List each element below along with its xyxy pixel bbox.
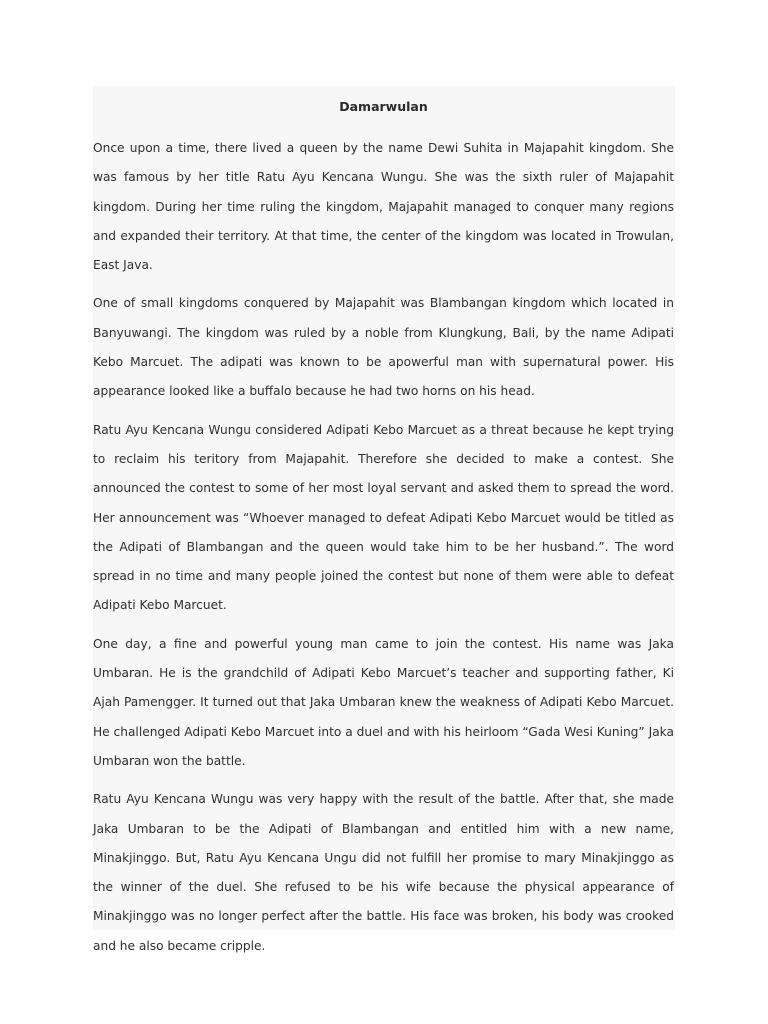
document-title: Damarwulan <box>339 99 428 114</box>
paragraph-4: One day, a fine and powerful young man came to join the contest. His name was Jaka Umbaran. He is the grandchild of Adipati Kebo Marcuet’s teacher and supporting father, Ki Ajah Pamengger. It turned out that Jaka Umbaran knew the weakness of Adipati Kebo Marcuet. He challenged Adipati Kebo Marcuet into a duel and with his heirloom “Gada Wesi Kuning” Jaka Umbaran won the battle. <box>93 636 674 768</box>
paragraph-5: Ratu Ayu Kencana Wungu was very happy with the result of the battle. After that, she made Jaka Umbaran to be the Adipati of Blambangan and entitled him with a new name, Minakjinggo. But, Ratu Ayu Kencana Ungu did not fulfill her promise to mary Minakjinggo as the winner of the duel. She refused to be his wife because the physical appearance of Minakjinggo was no longer perfect after the battle. His face was broken, his body was crooked and he also became cripple. <box>93 792 674 953</box>
paragraph-3: Ratu Ayu Kencana Wungu considered Adipati Kebo Marcuet as a threat because he kept trying to reclaim his teritory from Majapahit. Therefore she decided to make a contest. She announced the contest to some of her most loyal servant and asked them to spread the word. Her announcement was “Whoever managed to defeat Adipati Kebo Marcuet would be titled as the Adipati of Blambangan and the queen would take him to be her husband.”. The word spread in no time and many people joined the contest but none of them were able to defeat Adipati Kebo Marcuet. <box>93 422 674 613</box>
paragraph-1: Once upon a time, there lived a queen by the name Dewi Suhita in Majapahit kingdom. She was famous by her title Ratu Ayu Kencana Wungu. She was the sixth ruler of Majapahit kingdom. During her time ruling the kingdom, Majapahit managed to conquer many regions and expanded their territory. At that time, the center of the kingdom was located in Trowulan, East Java. <box>93 141 674 273</box>
document-body <box>93 96 674 970</box>
paragraph-2: One of small kingdoms conquered by Majapahit was Blambangan kingdom which located in Banyuwangi. The kingdom was ruled by a noble from Klungkung, Bali, by the name Adipati Kebo Marcuet. The adipati was known to be apowerful man with supernatural power. His appearance looked like a buffalo because he had two horns on his head. <box>93 296 674 399</box>
